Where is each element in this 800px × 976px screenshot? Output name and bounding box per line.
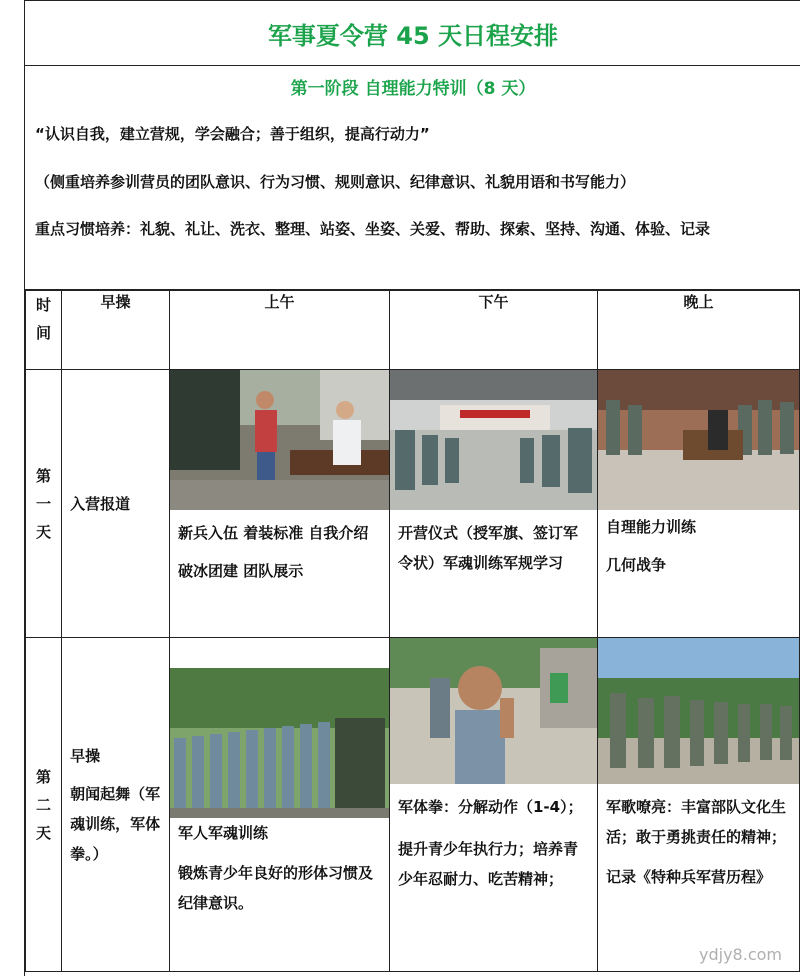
morning-exercise-cell: 入营报道 — [62, 370, 170, 638]
table-row — [26, 370, 800, 638]
army-song-photo — [598, 638, 799, 784]
day-cell — [26, 638, 62, 972]
stage-heading: 第一阶段 自理能力特训（8 天） — [290, 79, 536, 99]
stage-focus: （侧重培养参训营员的团队意识、行为习惯、规则意识、纪律意识、礼貌用语和书写能力） — [35, 173, 636, 191]
morning-exercise-cell: 早操 朝闻起舞（军魂训练，军体拳。） — [62, 638, 170, 972]
stage-quote: “认识自我，建立营规，学会融合；善于组织，提高行动力” — [35, 125, 430, 143]
day-label: 第一天 — [36, 466, 52, 541]
stage-habits: 重点习惯培养：礼貌、礼让、洗衣、整理、站姿、坐姿、关爱、帮助、探索、坚持、沟通、体验、记录 — [35, 220, 711, 238]
military-training-photo — [170, 638, 389, 818]
day-label: 第二天 — [36, 767, 52, 842]
evening-cell: 军歌嘹亮：丰富部队文化生活；敢于勇挑责任的精神； 记录《特种兵军营历程》 — [597, 638, 799, 972]
afternoon-cell: 军体拳：分解动作（1-4）； 提升青少年执行力；培养青少年忍耐力、吃苦精神； — [389, 638, 597, 972]
header-row — [26, 291, 800, 370]
day-cell — [26, 370, 62, 638]
military-boxing-photo — [390, 638, 597, 784]
schedule-table — [25, 290, 800, 972]
schedule-sheet — [24, 0, 800, 976]
header-morning: 上午 — [169, 291, 389, 370]
registration-photo — [170, 370, 389, 510]
opening-ceremony-photo — [390, 370, 597, 510]
header-evening: 晚上 — [597, 291, 799, 370]
header-morning-exercise: 早操 — [62, 291, 170, 370]
page-title: 军事夏令营 45 天日程安排 — [25, 0, 800, 66]
header-afternoon: 下午 — [389, 291, 597, 370]
evening-cell: 自理能力训练 几何战争 — [597, 370, 799, 638]
watermark: ydjy8.com — [699, 945, 782, 964]
stage-block — [25, 66, 800, 290]
header-time: 时间 — [26, 291, 62, 370]
morning-cell: 新兵入伍 着装标准 自我介绍 破冰团建 团队展示 — [169, 370, 389, 638]
self-care-training-photo — [598, 370, 799, 510]
morning-cell: 军人军魂训练 锻炼青少年良好的形体习惯及纪律意识。 — [169, 638, 389, 972]
afternoon-cell: 开营仪式（授军旗、签订军令状）军魂训练军规学习 — [389, 370, 597, 638]
table-row — [26, 638, 800, 972]
